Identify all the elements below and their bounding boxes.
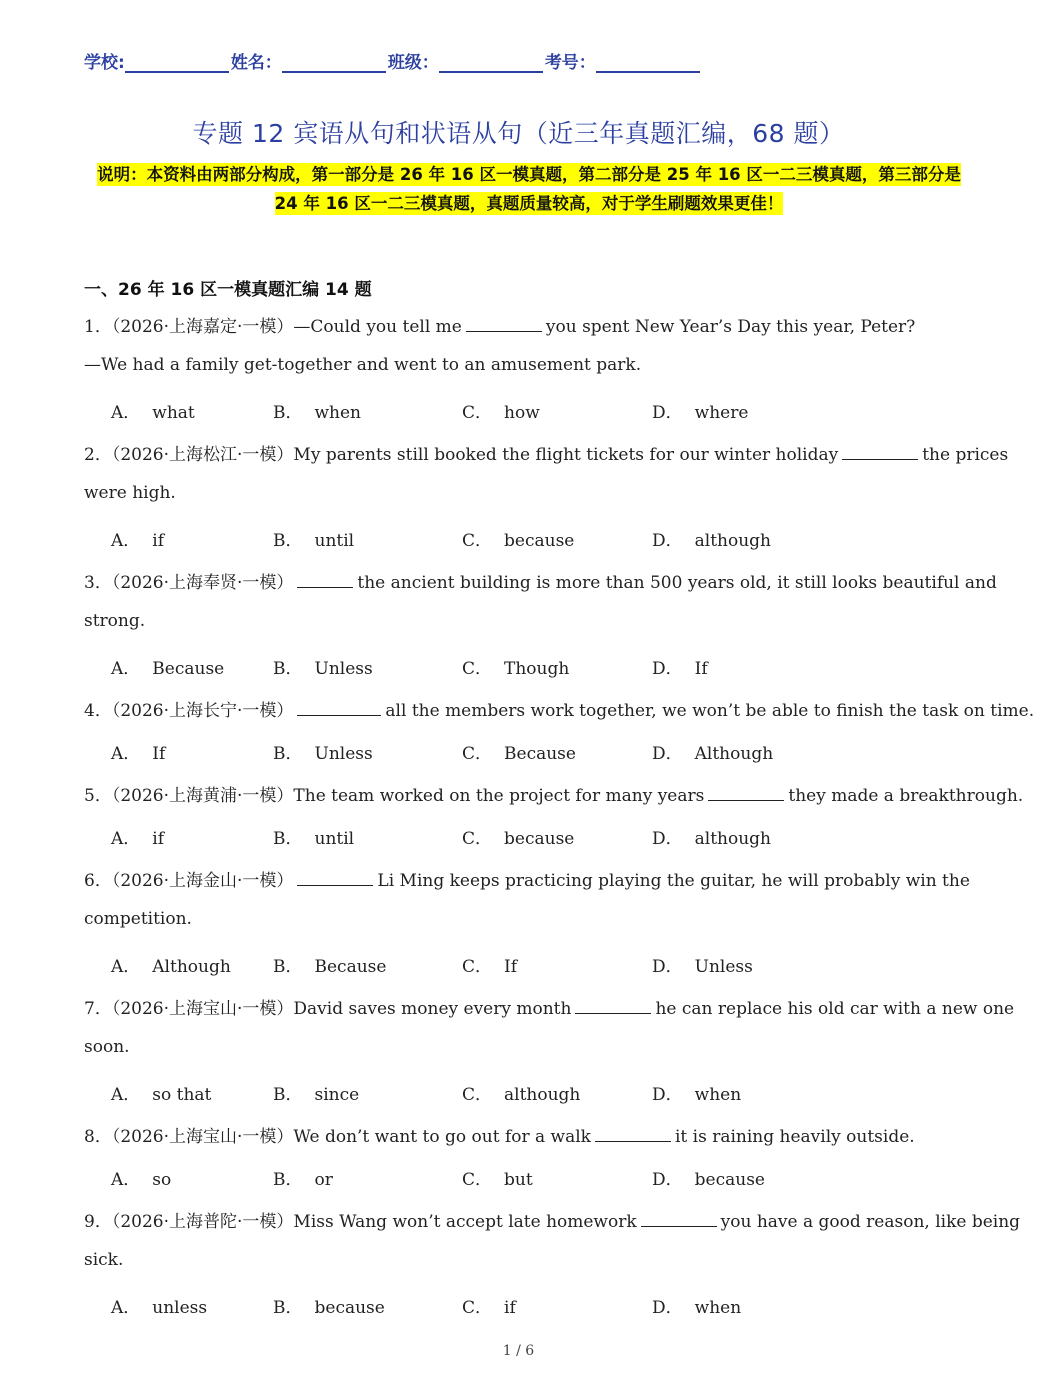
question-number: 7． <box>84 999 112 1019</box>
question-4 <box>84 696 1035 721</box>
answer-blank[interactable] <box>297 700 381 716</box>
answer-blank[interactable] <box>297 870 373 886</box>
question-8 <box>84 1122 984 1147</box>
option-d[interactable]: D． where <box>652 403 749 423</box>
option-a[interactable]: A． so that <box>111 1085 212 1105</box>
question-9-continuation: sick. <box>84 1250 124 1270</box>
section-heading: 一、26 年 16 区一模真题汇编 14 题 <box>84 280 372 300</box>
question-stem-post: Li Ming keeps practicing playing the guitar, he will probably win the <box>377 871 970 891</box>
option-b[interactable]: B． Unless <box>273 744 373 764</box>
option-c[interactable]: C． because <box>462 829 575 849</box>
question-source: （2026·上海嘉定·一模） <box>111 317 294 337</box>
question-stem-post: the ancient building is more than 500 years old, it still looks beautiful and <box>357 573 997 593</box>
option-c[interactable]: C． how <box>462 403 540 423</box>
question-stem-post: he can replace his old car with a new one <box>655 999 1015 1019</box>
option-b[interactable]: B． because <box>273 1298 385 1318</box>
option-d[interactable]: D． Although <box>652 744 774 764</box>
question-number: 6． <box>84 871 112 891</box>
question-1 <box>84 312 984 337</box>
question-stem-pre: David saves money every month <box>293 999 572 1019</box>
question-source: （2026·上海金山·一模） <box>111 871 294 891</box>
question-stem-pre: The team worked on the project for many years <box>293 786 705 806</box>
question-stem-pre: My parents still booked the flight tickets for our winter holiday <box>293 445 839 465</box>
description-note <box>84 160 974 218</box>
page-number: 1 / 6 <box>502 1343 535 1359</box>
question-stem-pre: Miss Wang won’t accept late homework <box>293 1212 637 1232</box>
question-7 <box>84 994 1015 1019</box>
question-stem-pre: —Could you tell me <box>293 317 462 337</box>
answer-blank[interactable] <box>466 316 542 332</box>
answer-blank[interactable] <box>641 1211 717 1227</box>
option-d[interactable]: D． Unless <box>652 957 753 977</box>
question-number: 8． <box>84 1127 112 1147</box>
question-number: 9． <box>84 1212 112 1232</box>
question-number: 5． <box>84 786 112 806</box>
option-c[interactable]: C． although <box>462 1085 581 1105</box>
option-c[interactable]: C． because <box>462 531 575 551</box>
answer-blank[interactable] <box>297 572 353 588</box>
option-c[interactable]: C． If <box>462 957 518 977</box>
option-b[interactable]: B． since <box>273 1085 360 1105</box>
question-stem-post: it is raining heavily outside. <box>674 1127 915 1147</box>
question-3 <box>84 568 997 593</box>
option-d[interactable]: D． because <box>652 1170 765 1190</box>
option-c[interactable]: C． if <box>462 1298 516 1318</box>
document-title: 专题 12 宾语从句和状语从句（近三年真题汇编，68 题） <box>192 119 845 148</box>
school-label: 学校: <box>84 53 125 73</box>
option-b[interactable]: B． until <box>273 829 355 849</box>
question-source: （2026·上海黄浦·一模） <box>111 786 294 806</box>
question-stem-post: you have a good reason, like being <box>720 1212 1021 1232</box>
answer-blank[interactable] <box>842 444 918 460</box>
option-d[interactable]: D． when <box>652 1085 742 1105</box>
exam-number-field[interactable] <box>596 53 700 73</box>
option-b[interactable]: B． when <box>273 403 362 423</box>
question-source: （2026·上海长宁·一模） <box>111 701 294 721</box>
option-c[interactable]: C． Though <box>462 659 570 679</box>
class-label: 班级： <box>387 53 439 73</box>
option-a[interactable]: A． unless <box>111 1298 208 1318</box>
option-a[interactable]: A． if <box>111 829 165 849</box>
question-stem-post: they made a breakthrough. <box>788 786 1024 806</box>
question-5 <box>84 781 1024 806</box>
question-source: （2026·上海松江·一模） <box>111 445 294 465</box>
answer-blank[interactable] <box>595 1126 671 1142</box>
exam-number-label: 考号： <box>544 53 596 73</box>
name-field[interactable] <box>282 53 386 73</box>
answer-blank[interactable] <box>708 785 784 801</box>
question-stem-post: you spent New Year’s Day this year, Peter? <box>545 317 916 337</box>
question-2 <box>84 440 1009 465</box>
question-number: 4． <box>84 701 112 721</box>
question-source: （2026·上海奉贤·一模） <box>111 573 294 593</box>
option-b[interactable]: B． until <box>273 531 355 551</box>
option-d[interactable]: D． although <box>652 531 772 551</box>
question-number: 2． <box>84 445 112 465</box>
question-source: （2026·上海宝山·一模） <box>111 1127 294 1147</box>
option-b[interactable]: B． or <box>273 1170 333 1190</box>
option-a[interactable]: A． what <box>111 403 195 423</box>
option-d[interactable]: D． If <box>652 659 708 679</box>
option-b[interactable]: B． Unless <box>273 659 373 679</box>
class-field[interactable] <box>439 53 543 73</box>
option-a[interactable]: A． If <box>111 744 166 764</box>
question-number: 3． <box>84 573 112 593</box>
option-b[interactable]: B． Because <box>273 957 387 977</box>
question-3-continuation: strong. <box>84 611 146 631</box>
description-note-text: 说明：本资料由两部分构成，第一部分是 26 年 16 区一模真题，第二部分是 25 年 16 区一二三模真题，第三部分是 24 年 16 区一二三模真题，真题质量较高，对于学生刷题效果更佳！ <box>97 165 961 213</box>
question-source: （2026·上海普陀·一模） <box>111 1212 294 1232</box>
option-d[interactable]: D． when <box>652 1298 742 1318</box>
student-info-header <box>84 48 702 73</box>
question-number: 1． <box>84 317 112 337</box>
option-a[interactable]: A． so <box>111 1170 172 1190</box>
question-source: （2026·上海宝山·一模） <box>111 999 294 1019</box>
option-d[interactable]: D． although <box>652 829 772 849</box>
question-stem-post: the prices <box>922 445 1009 465</box>
option-a[interactable]: A． if <box>111 531 165 551</box>
question-6 <box>84 866 984 891</box>
name-label: 姓名： <box>230 53 282 73</box>
school-field[interactable] <box>125 53 229 73</box>
question-2-continuation: were high. <box>84 483 176 503</box>
option-a[interactable]: A． Although <box>111 957 231 977</box>
question-stem-pre: We don’t want to go out for a walk <box>293 1127 591 1147</box>
option-a[interactable]: A． Because <box>111 659 225 679</box>
option-c[interactable]: C． but <box>462 1170 533 1190</box>
question-7-continuation: soon. <box>84 1037 130 1057</box>
option-c[interactable]: C． Because <box>462 744 576 764</box>
question-1-continuation: —We had a family get-together and went to an amusement park. <box>84 355 642 375</box>
question-9 <box>84 1207 1021 1232</box>
question-6-continuation: competition. <box>84 909 192 929</box>
answer-blank[interactable] <box>575 998 651 1014</box>
question-stem-post: all the members work together, we won’t be able to finish the task on time. <box>385 701 1035 721</box>
